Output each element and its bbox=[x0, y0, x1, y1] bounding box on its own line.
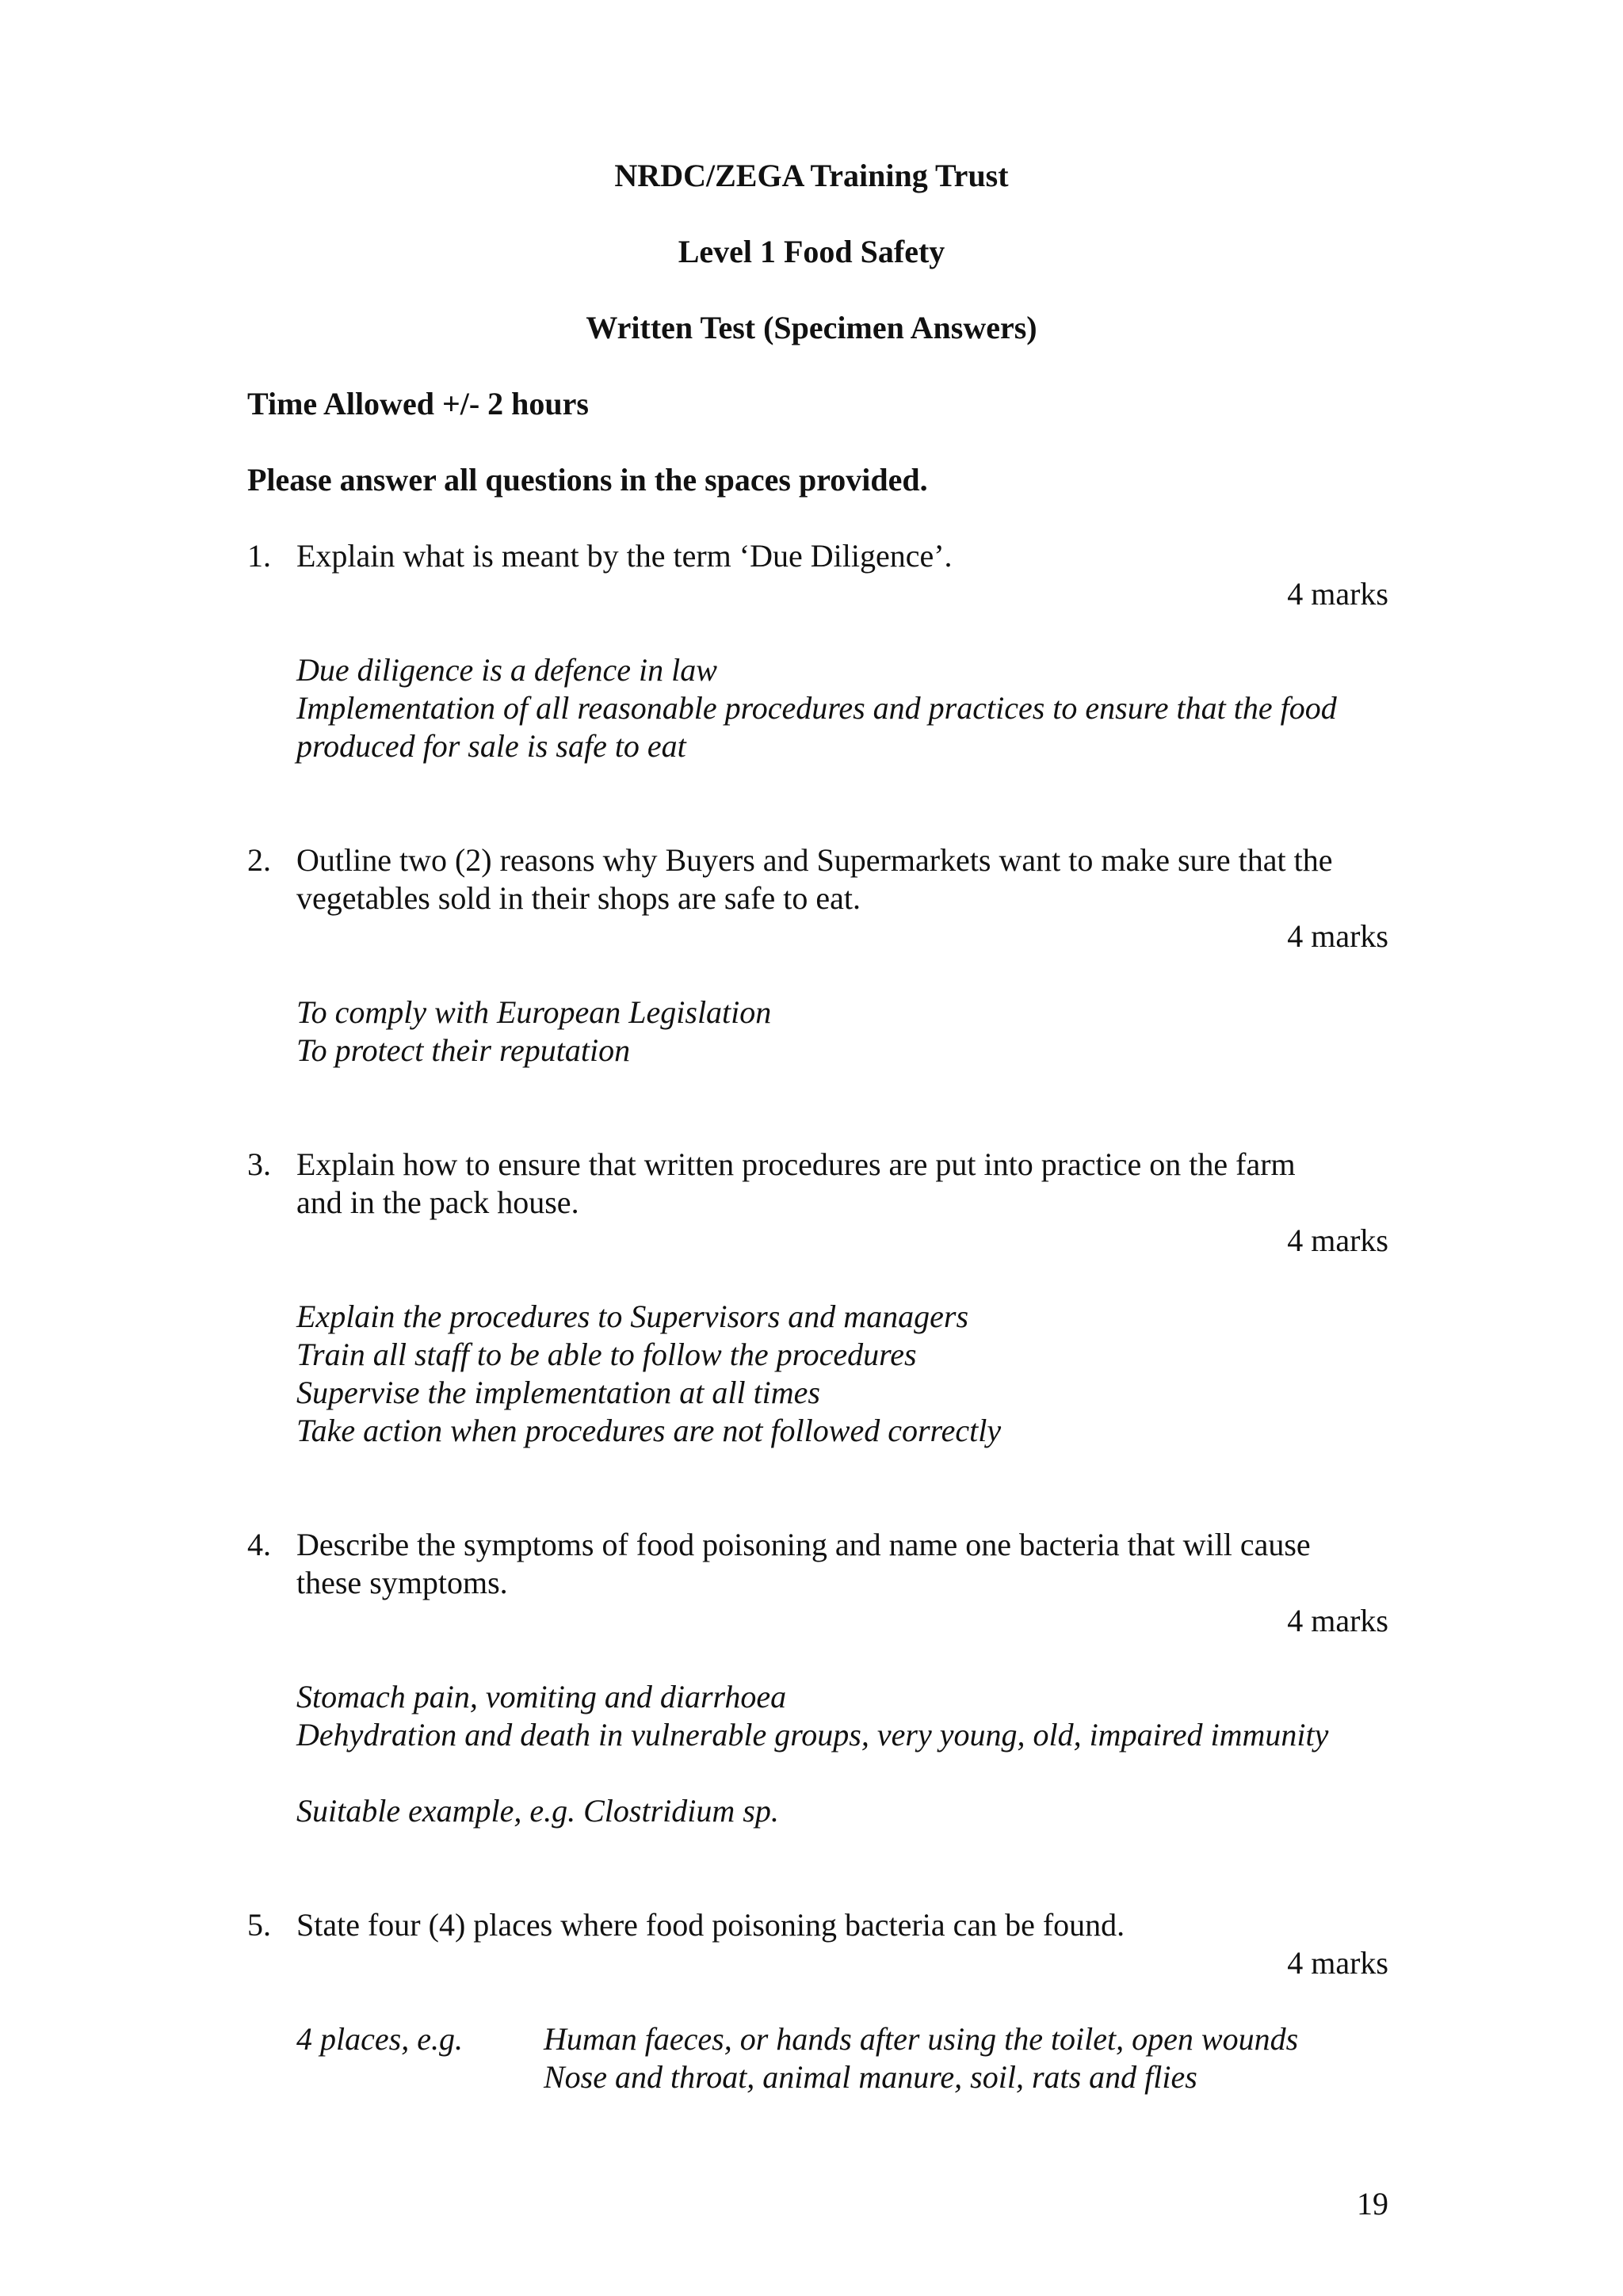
question-text-line: Outline two (2) reasons why Buyers and Supermarkets want to make sure that the bbox=[296, 842, 1333, 878]
answer-line: Nose and throat, animal manure, soil, rats and flies bbox=[544, 2059, 1197, 2095]
question-3-answer bbox=[296, 1298, 1001, 1450]
answer-line: To protect their reputation bbox=[296, 1032, 631, 1068]
question-3-number: 3. bbox=[247, 1146, 271, 1182]
question-4-answer bbox=[296, 1678, 1328, 1754]
answer-line: Supervise the implementation at all times bbox=[296, 1375, 820, 1410]
question-4-marks: 4 marks bbox=[1287, 1603, 1388, 1638]
question-3-text bbox=[296, 1146, 1406, 1222]
instructions: Please answer all questions in the spaces provided. bbox=[247, 462, 928, 498]
question-5-answer-prefix: 4 places, e.g. bbox=[296, 2021, 463, 2057]
answer-line: Explain the procedures to Supervisors and managers bbox=[296, 1299, 969, 1334]
question-text-line: vegetables sold in their shops are safe to eat. bbox=[296, 880, 861, 916]
question-text-line: State four (4) places where food poisoning bacteria can be found. bbox=[296, 1907, 1125, 1943]
question-2-marks: 4 marks bbox=[1287, 918, 1388, 954]
answer-line: Implementation of all reasonable procedures and practices to ensure that the food bbox=[296, 690, 1337, 726]
answer-line: Human faeces, or hands after using the toilet, open wounds bbox=[544, 2021, 1299, 2057]
question-4-text bbox=[296, 1526, 1406, 1602]
answer-line: produced for sale is safe to eat bbox=[296, 728, 686, 764]
question-4-number: 4. bbox=[247, 1527, 271, 1562]
question-1-number: 1. bbox=[247, 538, 271, 574]
question-5-number: 5. bbox=[247, 1907, 271, 1943]
course-title: Level 1 Food Safety bbox=[678, 234, 945, 269]
question-3-marks: 4 marks bbox=[1287, 1222, 1388, 1258]
organization-title: NRDC/ZEGA Training Trust bbox=[614, 158, 1009, 193]
test-title: Written Test (Specimen Answers) bbox=[586, 310, 1037, 345]
question-5-marks: 4 marks bbox=[1287, 1945, 1388, 1981]
question-2-answer bbox=[296, 994, 771, 1070]
question-1-marks: 4 marks bbox=[1287, 576, 1388, 612]
question-2-number: 2. bbox=[247, 842, 271, 878]
question-2-text bbox=[296, 841, 1406, 917]
question-4-answer-example: Suitable example, e.g. Clostridium sp. bbox=[296, 1793, 779, 1829]
question-1-answer bbox=[296, 651, 1337, 765]
question-5-text bbox=[296, 1906, 1406, 1944]
question-text-line: these symptoms. bbox=[296, 1565, 508, 1600]
question-text-line: Describe the symptoms of food poisoning and name one bacteria that will cause bbox=[296, 1527, 1311, 1562]
answer-line: Dehydration and death in vulnerable groups, very young, old, impaired immunity bbox=[296, 1717, 1329, 1753]
question-text-line: Explain how to ensure that written procedures are put into practice on the farm bbox=[296, 1146, 1296, 1182]
page-number: 19 bbox=[1357, 2186, 1388, 2222]
answer-line: Train all staff to be able to follow the procedures bbox=[296, 1337, 917, 1372]
question-text-line: Explain what is meant by the term ‘Due Diligence’. bbox=[296, 538, 953, 574]
question-1-text bbox=[296, 537, 1406, 575]
answer-line: Take action when procedures are not followed correctly bbox=[296, 1413, 1002, 1448]
time-allowed: Time Allowed +/- 2 hours bbox=[247, 386, 589, 421]
answer-line: Stomach pain, vomiting and diarrhoea bbox=[296, 1679, 787, 1714]
answer-line: Due diligence is a defence in law bbox=[296, 652, 717, 688]
question-5-answer bbox=[544, 2020, 1298, 2096]
answer-line: To comply with European Legislation bbox=[296, 994, 772, 1030]
question-text-line: and in the pack house. bbox=[296, 1184, 579, 1220]
